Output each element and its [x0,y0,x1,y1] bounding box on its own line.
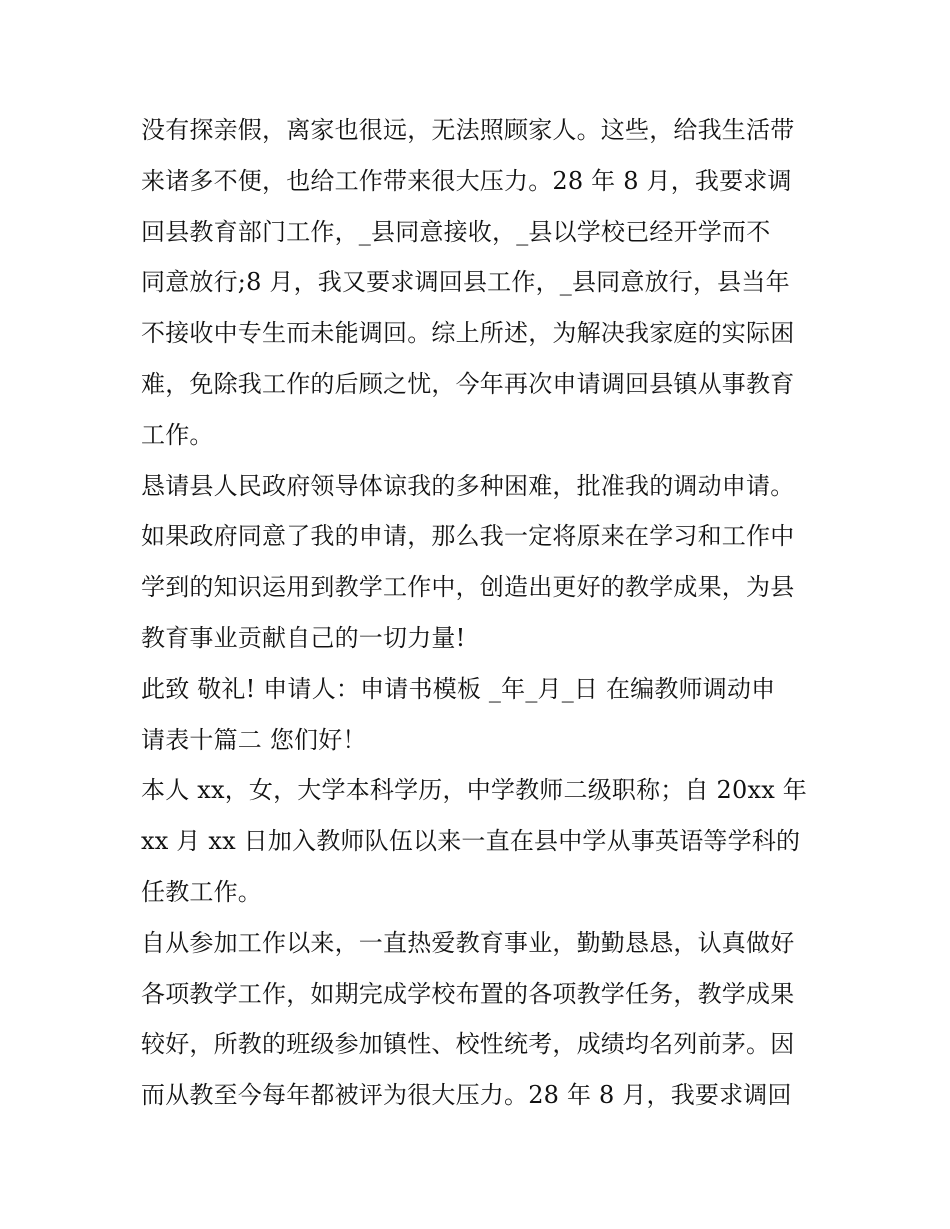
text-line: 不接收中专生而未能调回。综上所述，为解决我家庭的实际困 [141,319,795,348]
text-line: 而从教至今每年都被评为很大压力。28 年 8 月，我要求调回 [141,1081,792,1110]
document-body-text [141,105,821,1121]
text-line: 回县教育部门工作，_县同意接收，_县以学校已经开学而不 [141,217,771,246]
text-line: 学到的知识运用到教学工作中，创造出更好的教学成果，为县 [141,573,795,602]
text-line: 较好，所教的班级参加镇性、校性统考，成绩均名列前茅。因 [141,1030,795,1059]
text-line: 难，免除我工作的后顾之忧，今年再次申请调回县镇从事教育 [141,369,795,398]
text-line: 恳请县人民政府领导体谅我的多种困难，批准我的调动申请。 [141,471,795,500]
text-line: 请表十篇二 您们好！ [141,725,367,754]
text-line: 工作。 [141,420,214,449]
text-line: 教育事业贡献自己的一切力量! [141,623,466,652]
text-line: xx 月 xx 日加入教师队伍以来一直在县中学从事英语等学科的 [141,827,801,856]
text-line: 如果政府同意了我的申请，那么我一定将原来在学习和工作中 [141,522,795,551]
text-line: 此致 敬礼! 申请人：申请书模板 _年_月_日 在编教师调动申 [141,674,776,703]
text-line: 任教工作。 [141,877,262,906]
text-line: 各项教学工作，如期完成学校布置的各项教学任务，教学成果 [141,979,795,1008]
text-line: 没有探亲假，离家也很远，无法照顾家人。这些，给我生活带 [141,116,795,144]
text-line: 自从参加工作以来，一直热爱教育事业，勤勤恳恳，认真做好 [141,928,795,957]
text-line: 本人 xx，女，大学本科学历，中学教师二级职称；自 20xx 年 [141,776,807,805]
text-line: 同意放行;8 月，我又要求调回县工作，_县同意放行，县当年 [141,268,790,297]
text-line: 来诸多不便，也给工作带来很大压力。28 年 8 月，我要求调 [141,166,792,195]
